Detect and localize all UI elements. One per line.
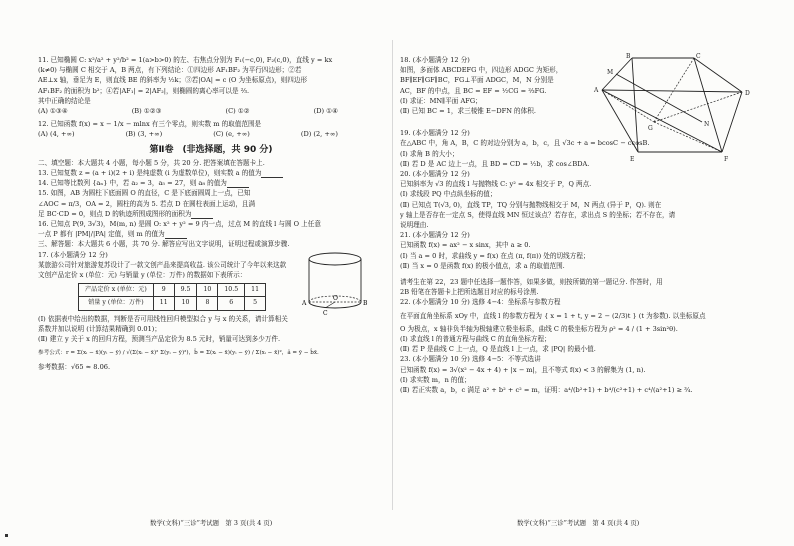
edge bbox=[694, 58, 742, 92]
label-e: E bbox=[630, 156, 635, 163]
label-a: A bbox=[302, 300, 307, 307]
q23-line: 23. (本小题满分 10 分) 选修 4−5：不等式选讲 bbox=[400, 355, 541, 364]
hidden-edge bbox=[654, 58, 694, 122]
q13-text bbox=[38, 168, 384, 178]
option: (B) ①②③ bbox=[131, 107, 162, 116]
part2-title: 第Ⅱ卷 (非选择题，共 90 分) bbox=[149, 144, 273, 155]
q16-stem: 一点 P 都有 |PM|/|PA| 定值，则 m 的值为 bbox=[38, 230, 165, 239]
segment-mn bbox=[616, 74, 702, 122]
answer-header: 三、解答题：本大题共 6 小题，共 70 分. 解答应写出文字说明，证明过程或演算步骤. bbox=[38, 240, 290, 249]
q15-line: 15. 如图，AB 为圆柱下底面圆 O 的直径，C 是下底面圆周上一点，已知 bbox=[38, 189, 251, 198]
label-b: B bbox=[626, 53, 631, 60]
table-cell: 11 bbox=[245, 284, 266, 297]
q17-part: (Ⅰ) 依据表中给出的数据，判断是否可用线性回归模型拟合 y 与 x 的关系，请计算相关 bbox=[38, 314, 288, 323]
q20-line: y 轴上是否存在一定点 S，使得直线 MN 恒过该点？若存在，求出点 S 的坐标；若不存在，请 bbox=[400, 210, 676, 219]
table-cell: 10.5 bbox=[218, 284, 245, 297]
hidden-edge bbox=[654, 122, 722, 152]
option: (C) (e, +∞) bbox=[213, 130, 250, 139]
label-c: C bbox=[696, 53, 701, 60]
label-o: O bbox=[333, 295, 338, 302]
q15-line: ∠AOC = π/3，OA = 2，圆柱的高为 5. 若点 D 在圆柱表面上运动，且满 bbox=[38, 199, 256, 208]
table-cell: 9.5 bbox=[174, 284, 197, 297]
q19-line: 在△ABC 中，角 A，B，C 的对边分别为 a，b，c，且 √3c + a = bcosC − ccosB. bbox=[400, 139, 650, 148]
label-n: N bbox=[704, 121, 710, 128]
left-column bbox=[38, 55, 384, 373]
label-c: C bbox=[323, 310, 328, 316]
q22-line: 22. (本小题满分 10 分) 选修 4−4：坐标系与参数方程 bbox=[400, 298, 561, 307]
q20-line: 20. (本小题满分 12 分) bbox=[400, 170, 470, 179]
q17-line: 17. (本小题满分 12 分) bbox=[38, 250, 108, 259]
table-cell: 10 bbox=[197, 284, 218, 297]
polyhedron-figure bbox=[592, 52, 764, 170]
answer-blank bbox=[165, 231, 187, 239]
q20-line: (Ⅰ) 求线段 PQ 中点纵坐标的值； bbox=[400, 190, 497, 199]
table-cell: 6 bbox=[218, 297, 245, 310]
table-header-cell: 销量 y (单位：万件) bbox=[79, 297, 154, 310]
q18-line: (Ⅱ) 已知 BC = 1，求三棱锥 E−DFN 的体积. bbox=[400, 107, 536, 116]
hidden-edge bbox=[654, 92, 742, 122]
page-mark bbox=[5, 534, 8, 537]
q13-stem: 13. 已知复数 z = (a + i)(2 + i) 是纯虚数 (i 为虚数单位)，则实数 a 的值为 bbox=[38, 169, 262, 178]
table-row bbox=[79, 297, 266, 310]
q11-line: (k≠0) 与椭圆 C 相交于 A，B 两点，有下列结论：①四边形 AF₁BF₂ 为平行四边形；②若 bbox=[38, 66, 302, 75]
table-cell: 11 bbox=[153, 297, 174, 310]
q11-line: 其中正确的结论是 bbox=[38, 96, 91, 105]
answer-blank bbox=[227, 180, 249, 188]
q12-options bbox=[38, 129, 338, 139]
q17-part: (Ⅱ) 建立 y 关于 x 的回归方程，预测当产品定价为 8.5 元时，销量可达到多少万件. bbox=[38, 335, 281, 344]
q19-line: (Ⅱ) 若 D 是 AC 边上一点，且 BD = CD = ½b，求 cos∠BDA. bbox=[400, 159, 590, 168]
choose-note: 请考生在第 22，23 题中任选择一题作答，如果多做，则按所做的第一题记分. 作答时，用 bbox=[400, 278, 663, 287]
q11-options bbox=[38, 106, 338, 116]
q20-line: 已知斜率为 √3 的直线 l 与抛物线 C: y² = 4x 相交于 P，Q 两点. bbox=[400, 180, 592, 189]
hidden-edge bbox=[602, 90, 654, 122]
q16-line: 16. 已知点 P(9, 3√3)，M(m, n) 是圆 O: x² + y² = 9 内一点，过点 M 的直线 l 与圆 O 上任意 bbox=[38, 220, 321, 229]
reference-formula: 参考公式：r = Σ(xᵢ − x̄)(yᵢ − ȳ) / √(Σ(xᵢ − x̄)² Σ(yᵢ − ȳ)²)，b̂ = Σ(xᵢ − x̄)(yᵢ − ȳ) / Σ(xᵢ − x̄)²，â = ȳ − b̂x̄. bbox=[38, 350, 319, 357]
edge bbox=[722, 92, 742, 152]
q20-line: 说明理由. bbox=[400, 221, 429, 230]
fill-header: 二、填空题：本大题共 4 小题，每小题 5 分，共 20 分. 把答案填在答题卡上. bbox=[38, 158, 265, 167]
q14-stem: 14. 已知等比数列 {aₙ} 中，若 a₂ = 3，a₅ = 27，则 a₈ 的值为 bbox=[38, 179, 227, 188]
q21-line: (Ⅰ) 当 a = 0 时，求曲线 y = f(x) 在点 (π, f(π)) 处的切线方程； bbox=[400, 251, 590, 260]
q18-line: AC，BF 的中点，且 BC = EF = ½CG = ⅔FG. bbox=[400, 86, 547, 95]
option: (A) ①③④ bbox=[38, 107, 68, 116]
answer-blank bbox=[261, 170, 283, 178]
q18-line: BF∥EF∥GF∥BC，FG⊥平面 ADGC，M，N 分别是 bbox=[400, 76, 554, 85]
q22-line: O 为极点，x 轴非负半轴为极轴建立极坐标系，曲线 C 的极坐标方程为 ρ² = 4 / (1 + 3sin²θ). bbox=[400, 324, 678, 333]
q12-text: 12. 已知函数 f(x) = x − 1/x − mlnx 有三个零点，则实数 m 的取值范围是 bbox=[38, 120, 262, 129]
q22-line: (Ⅰ) 求直线 l 的普通方程与曲线 C 的直角坐标方程； bbox=[400, 335, 551, 344]
option: (C) ①② bbox=[225, 107, 250, 116]
q21-line: (Ⅱ) 当 x = 0 是函数 f(x) 的极小值点，求 a 的取值范围. bbox=[400, 261, 565, 270]
option: (A) (4, +∞) bbox=[38, 130, 75, 139]
q19-line: (Ⅰ) 求角 B 的大小； bbox=[400, 149, 459, 158]
q15-stem: 足 BC·CD = 0，则点 D 的轨迹所围成图形的面积为 bbox=[38, 209, 192, 218]
option: (B) (3, +∞) bbox=[125, 130, 163, 139]
page-footer-right: 数学(文科)“三诊”考试题 第 4 页(共 4 页) bbox=[517, 519, 640, 527]
q20-line: (Ⅱ) 已知点 T(√3, 0)，直线 TP，TQ 分别与抛物线相交于 M，N 两点 (异于 P，Q). 则在 bbox=[400, 200, 662, 209]
q14-text bbox=[38, 178, 384, 188]
edge bbox=[632, 58, 638, 152]
label-m: M bbox=[607, 69, 614, 76]
edge bbox=[694, 58, 722, 152]
q22-line: (Ⅱ) 若 P 是曲线 C 上一点，Q 是直线 l 上一点，求 |PQ| 的最小值. bbox=[400, 345, 596, 354]
q23-line: (Ⅰ) 求实数 m，n 的值； bbox=[400, 375, 471, 384]
column-divider bbox=[392, 40, 393, 510]
label-g: G bbox=[648, 125, 653, 132]
bottom-arc-front bbox=[309, 302, 361, 308]
data-table bbox=[78, 283, 266, 310]
q23-line: 已知函数 f(x) = 3√(x² − 4x + 4) + |x − m|，且不等式 f(x) < 3 的解集为 (1, n). bbox=[400, 365, 646, 374]
q18-line: 如图，多面体 ABCDEFG 中，四边形 ADGC 为矩形， bbox=[400, 66, 563, 75]
label-d: D bbox=[745, 90, 750, 97]
q11-line: AF₁BF₂ 的面积为 b²；④若|AF₁| = 2|AF₂|，则椭圆的离心率可以是 ⅔. bbox=[38, 86, 250, 95]
q17-line: 某旅游公司针对旅游复苏设计了一款文创产品来提高收益. 该公司统计了今年以来这款 bbox=[38, 260, 287, 269]
q22-line: 在平面直角坐标系 xOy 中，直线 l 的参数方程为 { x = 1 + t, y = 2 − (2/3)t } (t 为参数). 以坐标原点 bbox=[400, 311, 706, 320]
option: (D) ①④ bbox=[313, 107, 338, 116]
edge bbox=[602, 90, 742, 92]
q17-line: 文创产品定价 x (单位：元) 与销量 y (单位：万件) 的数据如下表所示： bbox=[38, 271, 247, 280]
q16-line bbox=[38, 229, 384, 239]
choose-note: 2B 铅笔在答题卡上把所选题目对应的标号涂黑. bbox=[400, 288, 539, 297]
q18-line: (Ⅰ) 求证：MN∥平面 AFG； bbox=[400, 96, 482, 105]
top-ellipse bbox=[309, 253, 361, 265]
option: (D) (2, +∞) bbox=[300, 130, 338, 139]
q21-line: 21. (本小题满分 12 分) bbox=[400, 231, 470, 240]
label-b: B bbox=[363, 300, 368, 307]
q23-line: (Ⅱ) 若正实数 a，b，c 满足 a² + b² + c² = m，证明：a⁴/(b²+1) + b⁴/(c²+1) + c⁴/(a²+1) ≥ ¾. bbox=[400, 386, 693, 395]
label-f: F bbox=[724, 156, 729, 163]
segment-oc bbox=[326, 302, 335, 308]
label-a: A bbox=[594, 87, 599, 94]
q17-part: 系数并加以说明 (计算结果精确到 0.01)； bbox=[38, 324, 161, 333]
table-cell: 5 bbox=[245, 297, 266, 310]
table-cell: 9 bbox=[153, 284, 174, 297]
table-cell: 8 bbox=[197, 297, 218, 310]
cylinder-figure bbox=[300, 250, 370, 316]
page-footer-left: 数学(文科)“三诊”考试题 第 3 页(共 4 页) bbox=[150, 519, 273, 527]
table-row bbox=[79, 284, 266, 297]
table-header-cell: 产品定价 x (单位：元) bbox=[79, 284, 154, 297]
answer-blank bbox=[191, 211, 213, 219]
q18-line: 18. (本小题满分 12 分) bbox=[400, 56, 470, 64]
q21-line: 已知函数 f(x) = ax² − x sinx，其中 a ≥ 0. bbox=[400, 241, 531, 250]
q11-line: 11. 已知椭圆 C: x²/a² + y²/b² = 1(a>b>0) 的左、右焦点分别为 F₁(−c,0), F₂(c,0)，直线 y = kx bbox=[38, 56, 333, 64]
q15-line bbox=[38, 209, 384, 219]
q11-line: AE⊥x 轴，垂足为 E，则直线 BE 的斜率为 ½k；③若|OA| = c (O 为坐标原点)，则四边形 bbox=[38, 76, 308, 85]
table-cell: 10 bbox=[174, 297, 197, 310]
reference-data: 参考数据：√65 ≈ 8.06. bbox=[38, 363, 111, 372]
q19-line: 19. (本小题满分 12 分) bbox=[400, 129, 470, 138]
